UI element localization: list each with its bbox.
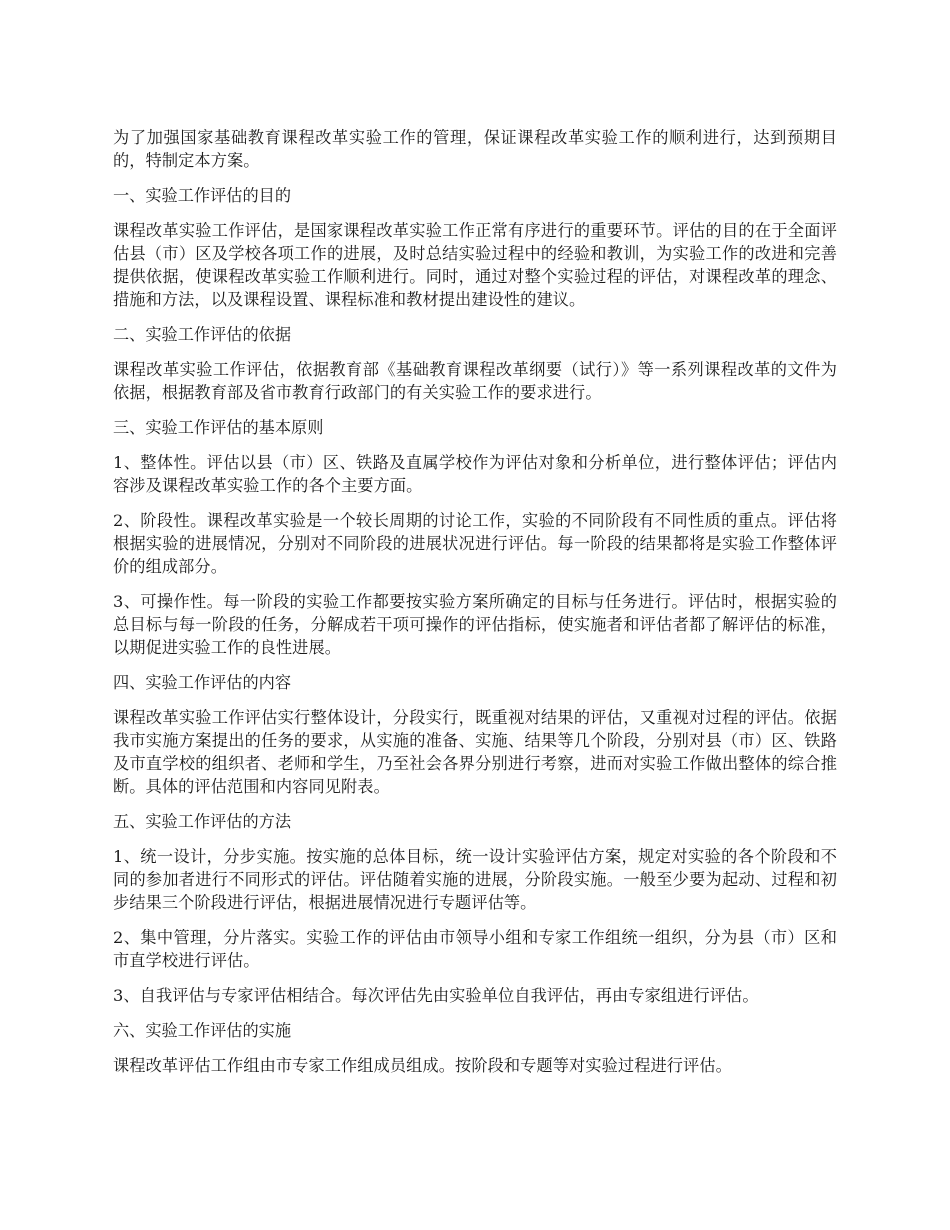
paragraph-method-1: 1、统一设计，分步实施。按实施的总体目标，统一设计实验评估方案，规定对实验的各个阶段和不同的参加者进行不同形式的评估。评估随着实施的进展，分阶段实施。一般至少要为起动、过程和初步结果三个阶段进行评估，根据进展情况进行专题评估等。 [113, 847, 837, 912]
paragraph-purpose: 课程改革实验工作评估，是国家课程改革实验工作正常有序进行的重要环节。评估的目的在于全面评估县（市）区及学校各项工作的进展，及时总结实验过程中的经验和教训，为实验工作的改进和完善提供依据，使课程改革实验工作顺利进行。同时，通过对整个实验过程的评估，对课程改革的理念、措施和方法，以及课程设置、课程标准和教材提出建设性的建议。 [113, 221, 837, 309]
section-heading-methods: 五、实验工作评估的方法 [113, 812, 292, 831]
section-heading-basis: 二、实验工作评估的依据 [113, 325, 292, 344]
paragraph-method-3: 3、自我评估与专家评估相结合。每次评估先由实验单位自我评估，再由专家组进行评估。 [113, 986, 759, 1005]
section-heading-content: 四、实验工作评估的内容 [113, 673, 292, 692]
paragraph-implementation: 课程改革评估工作组由市专家工作组成员组成。按阶段和专题等对实验过程进行评估。 [113, 1056, 732, 1075]
paragraph-content: 课程改革实验工作评估实行整体设计，分段实行，既重视对结果的评估，又重视对过程的评估。依据我市实施方案提出的任务的要求，从实施的准备、实施、结果等几个阶段，分别对县（市）区、铁路及市直学校的组织者、老师和学生，乃至社会各界分别进行考察，进而对实验工作做出整体的综合推断。具体的评估范围和内容同见附表。 [113, 708, 837, 796]
paragraph-principle-3: 3、可操作性。每一阶段的实验工作都要按实验方案所确定的目标与任务进行。评估时，根据实验的总目标与每一阶段的任务，分解成若干项可操作的评估指标，使实施者和评估者都了解评估的标准，以期促进实验工作的良性进展。 [113, 592, 837, 657]
paragraph-principle-2: 2、阶段性。课程改革实验是一个较长周期的讨论工作，实验的不同阶段有不同性质的重点。评估将根据实验的进展情况，分别对不同阶段的进展状况进行评估。每一阶段的结果都将是实验工作整体评价的组成部分。 [113, 511, 837, 576]
paragraph-basis: 课程改革实验工作评估，依据教育部《基础教育课程改革纲要（试行）》等一系列课程改革的文件为依据，根据教育部及省市教育行政部门的有关实验工作的要求进行。 [113, 360, 837, 402]
paragraph-method-2: 2、集中管理，分片落实。实验工作的评估由市领导小组和专家工作组统一组织，分为县（市）区和市直学校进行评估。 [113, 928, 837, 970]
section-heading-principles: 三、实验工作评估的基本原则 [113, 418, 324, 437]
intro-paragraph: 为了加强国家基础教育课程改革实验工作的管理，保证课程改革实验工作的顺利进行，达到预期目的，特制定本方案。 [113, 128, 837, 170]
paragraph-principle-1: 1、整体性。评估以县（市）区、铁路及直属学校作为评估对象和分析单位，进行整体评估；评估内容涉及课程改革实验工作的各个主要方面。 [113, 453, 837, 495]
section-heading-purpose: 一、实验工作评估的目的 [113, 186, 292, 205]
document-body [113, 126, 837, 1089]
section-heading-implementation: 六、实验工作评估的实施 [113, 1021, 292, 1040]
